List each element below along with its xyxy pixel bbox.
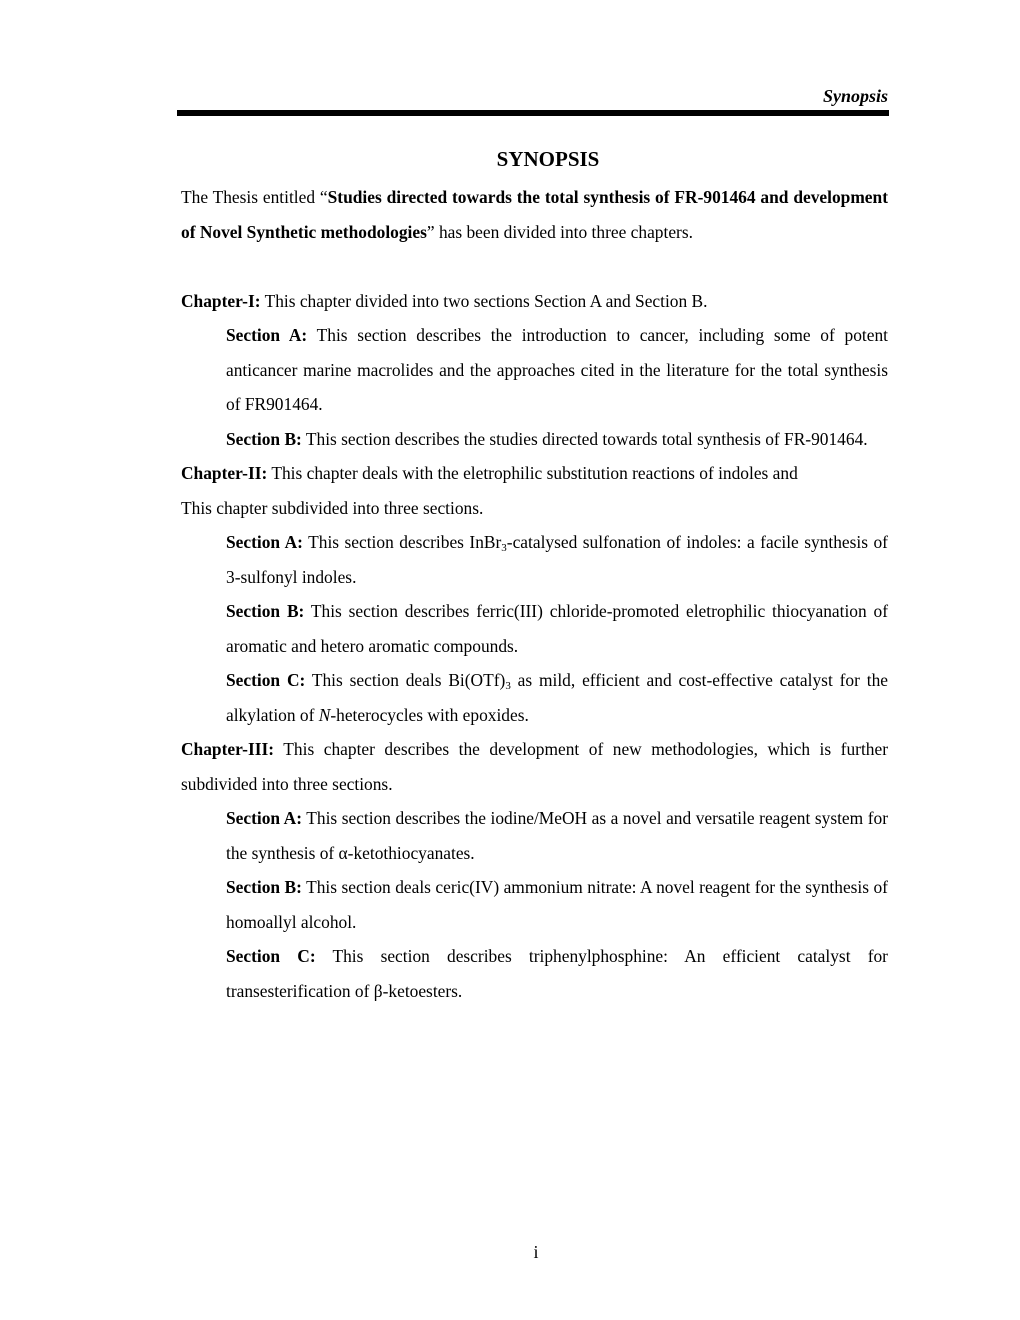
chapter-2-section-a xyxy=(181,525,888,594)
page-number: i xyxy=(533,1242,539,1262)
section-text: -catalysed sulfonation of indoles: a facile synthesis of 3-sulfonyl indoles. xyxy=(226,532,888,587)
section-text: This section describes triphenylphosphine: An efficient catalyst for transesterification of β-ketoesters. xyxy=(226,946,888,1001)
subscript: 3 xyxy=(501,542,507,554)
section-label: Section A: xyxy=(226,532,303,552)
subscript: 3 xyxy=(505,680,511,692)
synopsis-body xyxy=(181,180,888,1008)
section-text: This section describes the iodine/MeOH as a novel and versatile reagent system for the synthesis of α-ketothiocyanates. xyxy=(226,808,888,863)
section-text: This section deals ceric(IV) ammonium nitrate: A novel reagent for the synthesis of homoallyl alcohol. xyxy=(226,877,888,932)
chapter-1-section-b xyxy=(181,422,888,457)
chapter-2-subtext: This chapter subdivided into three sections. xyxy=(181,497,484,518)
chapter-1-section-a xyxy=(181,318,888,422)
thesis-title: Studies directed towards the total synthesis of FR-901464 and development of Novel Synthetic methodologies xyxy=(181,187,888,242)
chapter-1-text: This chapter divided into two sections Section A and Section B. xyxy=(264,290,708,311)
intro-text-start: The Thesis entitled “ xyxy=(181,187,328,207)
chapter-2-text: This chapter deals with the eletrophilic substitution reactions of indoles and xyxy=(271,463,798,483)
section-text: This section describes InBr xyxy=(308,532,502,552)
section-text: This section describes the introduction to cancer, including some of potent anticancer marine macrolides and the approaches cited in the literature for the total synthesis of FR901464. xyxy=(226,325,888,414)
chapter-3-section-b xyxy=(181,870,888,939)
intro-text-end: ” has been divided into three chapters. xyxy=(426,221,693,242)
chapter-3-text: This chapter describes the development of new methodologies, which is further subdivided into three sections. xyxy=(181,739,888,794)
chapter-3-paragraph xyxy=(181,732,888,801)
section-text: This section deals Bi(OTf) xyxy=(311,670,506,690)
paragraph-spacer xyxy=(181,249,888,284)
section-text: -heterocycles with epoxides. xyxy=(330,704,529,725)
section-label: Section B: xyxy=(226,601,305,621)
chapter-3-label: Chapter-III: xyxy=(181,739,275,759)
header-rule xyxy=(177,110,889,116)
section-text: This section describes ferric(III) chloride-promoted eletrophilic thiocyanation of aromatic and hetero aromatic compounds. xyxy=(226,601,888,656)
section-label: Section C: xyxy=(226,670,306,690)
italic-n: N xyxy=(318,704,331,725)
section-label: Section B: xyxy=(226,877,302,897)
section-text: This section describes the studies directed towards total synthesis of FR-901464. xyxy=(305,428,868,449)
section-label: Section B: xyxy=(226,428,302,449)
section-label: Section C: xyxy=(226,946,316,966)
chapter-3-section-c xyxy=(181,939,888,1008)
page-title: SYNOPSIS xyxy=(496,147,600,171)
section-text: as mild, efficient and cost-effective catalyst for the alkylation of xyxy=(226,670,888,725)
section-label: Section A: xyxy=(226,808,303,828)
intro-paragraph xyxy=(181,180,888,249)
chapter-1-paragraph xyxy=(181,284,888,319)
chapter-2-paragraph xyxy=(181,456,888,491)
chapter-3-section-a xyxy=(181,801,888,870)
section-label: Section A: xyxy=(226,325,308,345)
running-header: Synopsis xyxy=(822,86,888,106)
chapter-1-label: Chapter-I: xyxy=(181,290,261,311)
chapter-2-section-c xyxy=(181,663,888,732)
chapter-2-label: Chapter-II: xyxy=(181,463,268,483)
chapter-2-section-b xyxy=(181,594,888,663)
